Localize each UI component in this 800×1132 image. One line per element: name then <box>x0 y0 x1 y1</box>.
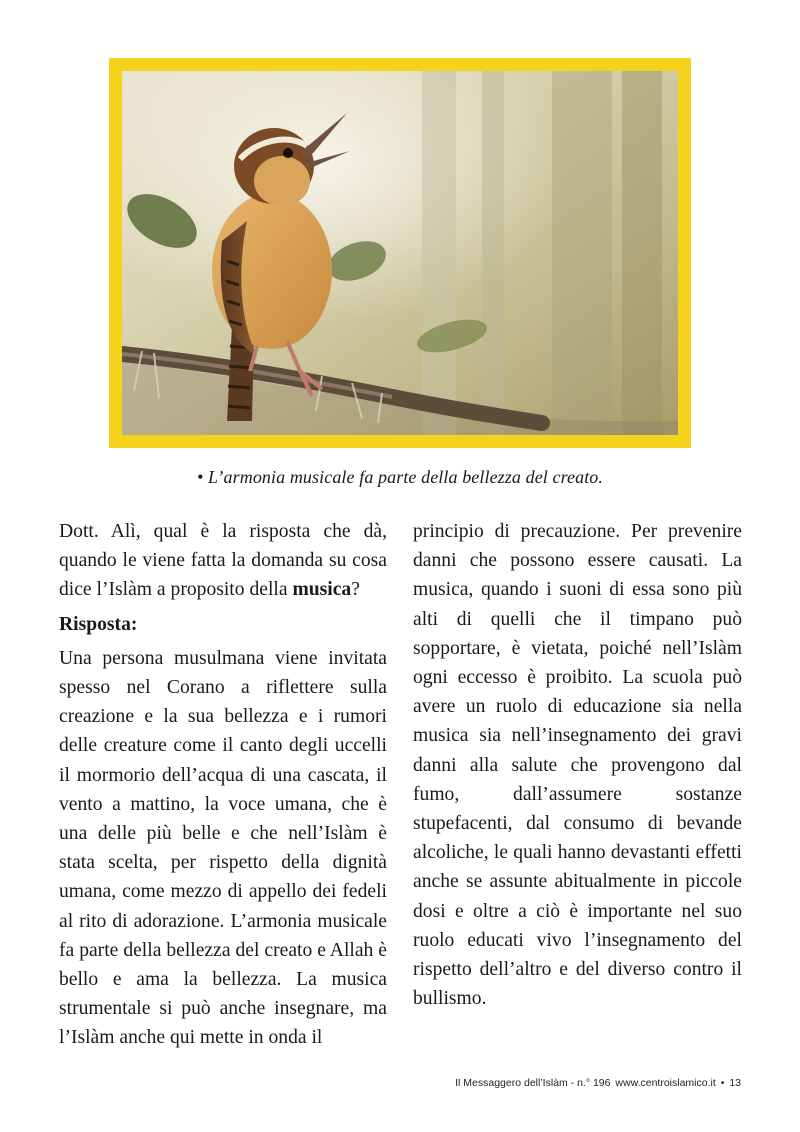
article-column-right <box>413 517 742 1013</box>
question-keyword: musica <box>292 579 352 601</box>
interview-question <box>59 517 387 605</box>
page-footer <box>453 1077 741 1089</box>
answer-label: Risposta: <box>59 613 138 635</box>
answer-text-right: principio di precauzione. Per prevenire danni che possono essere causati. La musica, quando i suoni di essa sono più alti di quelli che il timpano può sopportare, è vietata, poiché nell’Islàm ogni eccesso è proibito. La scuola può avere un ruolo di educazione sia nella musica sia nell’insegnamento dei gravi danni alla salute che provengono dal fumo, dall’assumere sostanze stupefacenti, dal consumo di bevande alcoliche, le quali hanno devastanti effetti anche se assunte abitualmente in piccole dosi e oltre a ciò è importante nel suo ruolo educati vivo l’insegnamento del rispetto dell’altro e del diverso contro il bullismo. <box>413 521 742 1010</box>
page-number: 13 <box>729 1077 741 1089</box>
footer-website: www.centroislamico.it <box>615 1077 716 1089</box>
article-column-left <box>59 517 387 1053</box>
question-text: Dott. Alì, qual è la risposta che dà, quando le viene fatta la domanda su cosa dice l’Islàm a proposito della <box>59 521 387 601</box>
answer-text-left: Una persona musulmana viene invitata spesso nel Corano a riflettere sulla creazione e la sua bellezza e i rumori delle creature come il canto degli uccelli il mormorio dell’acqua di una cascata, il vento a mattino, la voce umana, che è una delle più belle e che nell’Islàm è stata scelta, per rispetto della dignità umana, come mezzo di appello dei fedeli al rito di adorazione. L’armonia musicale fa parte della bellezza del creato e Allah è bello e ama la bellezza. La musica strumentale si può anche insegnare, ma l’Islàm anche qui mette in onda il <box>59 647 387 1049</box>
question-mark: ? <box>351 579 360 601</box>
footer-separator: • <box>720 1077 725 1089</box>
photo-caption: • L’armonia musicale fa parte della bellezza del creato. <box>196 467 603 487</box>
photo-frame <box>109 58 691 448</box>
footer-publication: Il Messaggero dell’Islàm - n.° 196 <box>455 1077 611 1089</box>
wren-bird-photo <box>122 71 678 435</box>
